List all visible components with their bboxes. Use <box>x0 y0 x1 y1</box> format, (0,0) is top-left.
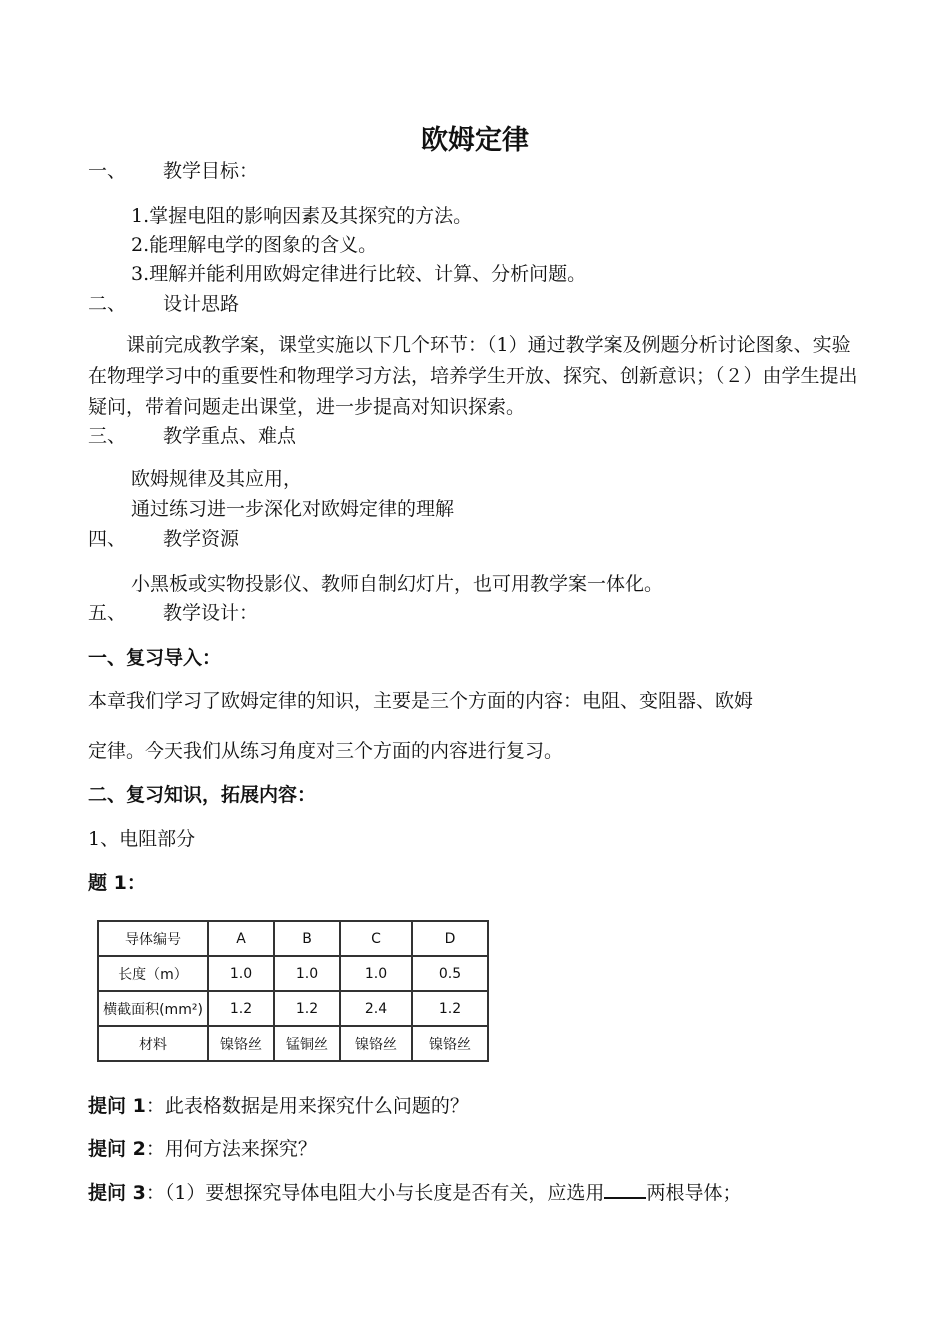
table-header-cell: 导体编号 <box>98 921 208 956</box>
conductor-data-table <box>97 920 489 1062</box>
page-title: 欧姆定律 <box>421 125 529 156</box>
ask-2-label: 提问 2 <box>88 1138 146 1160</box>
ask-3 <box>88 1178 741 1205</box>
table-cell: 1.0 <box>274 956 340 991</box>
goal-item-1: 1.掌握电阻的影响因素及其探究的方法。 <box>131 205 473 227</box>
ask-2-text: ：用何方法来探究？ <box>145 1138 317 1160</box>
goal-item-2: 2.能理解电学的图象的含义。 <box>131 234 378 256</box>
design-paragraph: 课前完成教学案，课堂实施以下几个环节：（1）通过教学案及例题分析讨论图象、实验在物理学习中的重要性和物理学习方法，培养学生开放、探究、创新意识；（２）由学生提出疑问，带着问题走出课堂，进一步提高对知识探索。 <box>88 334 858 418</box>
section-1-heading: 教学目标： <box>163 160 259 182</box>
key-point-2: 通过练习进一步深化对欧姆定律的理解 <box>131 498 455 520</box>
table-row <box>98 956 488 991</box>
table-cell: 1.0 <box>340 956 412 991</box>
answer-blank[interactable] <box>604 1179 646 1199</box>
section-2-number: 二、 <box>88 293 127 315</box>
table-cell: 1.0 <box>208 956 274 991</box>
section-5-number: 五、 <box>88 602 127 624</box>
section-4-heading: 教学资源 <box>163 528 240 550</box>
table-cell: 镍铬丝 <box>412 1026 488 1061</box>
table-header-cell: C <box>340 921 412 956</box>
table-header-cell: A <box>208 921 274 956</box>
review-line-2: 定律。今天我们从练习角度对三个方面的内容进行复习。 <box>88 740 564 762</box>
section-2-heading: 设计思路 <box>163 293 240 315</box>
ask-1-label: 提问 1 <box>88 1095 146 1117</box>
table-cell: 镍铬丝 <box>340 1026 412 1061</box>
table-cell: 1.2 <box>274 991 340 1026</box>
table-header-row <box>98 921 488 956</box>
table-cell: 1.2 <box>412 991 488 1026</box>
ask-3-text-b: 两根导体； <box>646 1182 742 1204</box>
table-row <box>98 1026 488 1061</box>
section-4-number: 四、 <box>88 528 127 550</box>
key-point-1: 欧姆规律及其应用， <box>131 468 303 490</box>
table-cell: 长度（m） <box>98 956 208 991</box>
table-row <box>98 991 488 1026</box>
resources-text: 小黑板或实物投影仪、教师自制幻灯片，也可用教学案一体化。 <box>131 573 664 595</box>
ask-3-label: 提问 3 <box>88 1182 146 1204</box>
part-1-label: 1、电阻部分 <box>88 828 196 850</box>
section-1-number: 一、 <box>88 160 127 182</box>
table-cell: 镍铬丝 <box>208 1026 274 1061</box>
ask-3-text-a: ：（1）要想探究导体电阻大小与长度是否有关，应选用 <box>145 1182 605 1204</box>
section-3-number: 三、 <box>88 425 127 447</box>
table-header-cell: D <box>412 921 488 956</box>
table-cell: 锰铜丝 <box>274 1026 340 1061</box>
ask-1 <box>88 1091 469 1118</box>
review-line-1: 本章我们学习了欧姆定律的知识，主要是三个方面的内容：电阻、变阻器、欧姆 <box>88 690 754 712</box>
table-cell: 材料 <box>98 1026 208 1061</box>
expand-heading: 二、复习知识，拓展内容： <box>88 784 317 806</box>
table-cell: 横截面积(mm²) <box>98 991 208 1026</box>
section-3-heading: 教学重点、难点 <box>163 425 297 447</box>
table-cell: 0.5 <box>412 956 488 991</box>
section-5-heading: 教学设计： <box>163 602 259 624</box>
table-cell: 2.4 <box>340 991 412 1026</box>
review-heading: 一、复习导入： <box>88 647 222 669</box>
table-cell: 1.2 <box>208 991 274 1026</box>
ask-2 <box>88 1134 317 1161</box>
table-header-cell: B <box>274 921 340 956</box>
ask-1-text: ：此表格数据是用来探究什么问题的？ <box>145 1095 469 1117</box>
question-1-label: 题 1： <box>88 872 146 894</box>
goal-item-3: 3.理解并能利用欧姆定律进行比较、计算、分析问题。 <box>131 263 587 285</box>
